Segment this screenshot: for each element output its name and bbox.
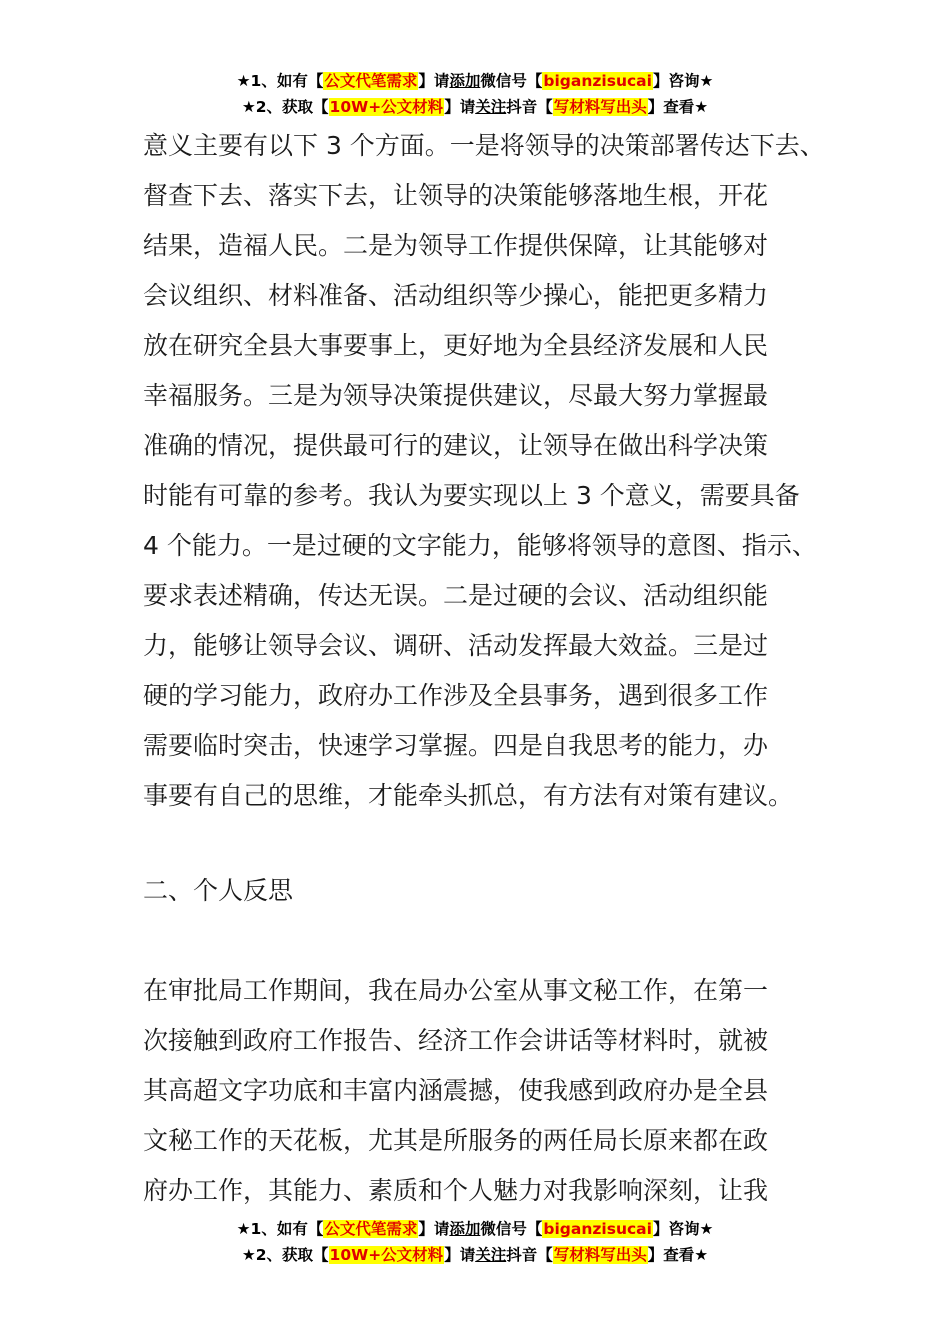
text-line: 要求表述精确，传达无误。二是过硬的会议、活动组织能 — [143, 581, 769, 610]
promo-banner-bottom — [0, 1216, 950, 1268]
promo-underlined: 添加 — [449, 72, 481, 90]
text-line: 准确的情况，提供最可行的建议，让领导在做出科学决策 — [143, 431, 769, 460]
promo-text: 】查看★ — [647, 98, 709, 116]
text-line: 4 个能力。一是过硬的文字能力，能够将领导的意图、指示、 — [143, 531, 817, 560]
text-line: 府办工作，其能力、素质和个人魅力对我影响深刻，让我 — [143, 1176, 769, 1205]
text-line: 时能有可靠的参考。我认为要实现以上 3 个意义，需要具备 — [143, 481, 800, 510]
promo-highlight: 写材料写出头 — [553, 98, 647, 116]
promo-underlined: 添加 — [449, 1220, 481, 1238]
promo-text: 抖音【 — [506, 1246, 553, 1264]
text-line: 放在研究全县大事要事上，更好地为全县经济发展和人民 — [143, 331, 769, 360]
promo-line-2 — [0, 94, 950, 120]
text-line: 硬的学习能力，政府办工作涉及全县事务，遇到很多工作 — [143, 681, 769, 710]
promo-text: 抖音【 — [506, 98, 553, 116]
promo-highlight: 10W+公文材料 — [329, 1246, 444, 1264]
promo-text: 微信号【 — [480, 1220, 543, 1238]
promo-highlight: 公文代笔需求 — [324, 1220, 418, 1238]
paragraph-1 — [143, 121, 823, 821]
text-line: 其高超文字功底和丰富内涵震撼，使我感到政府办是全县 — [143, 1076, 769, 1105]
promo-highlight: biganzisucai — [543, 1220, 652, 1238]
text-line: 幸福服务。三是为领导决策提供建议，尽最大努力掌握最 — [143, 381, 769, 410]
text-line: 事要有自己的思维，才能牵头抓总，有方法有对策有建议。 — [143, 781, 794, 810]
promo-underlined: 关注 — [475, 98, 507, 116]
promo-highlight: 公文代笔需求 — [324, 72, 418, 90]
promo-line-1 — [0, 1216, 950, 1242]
text-line: 次接触到政府工作报告、经济工作会讲话等材料时，就被 — [143, 1026, 769, 1055]
promo-text: 】请 — [418, 1220, 450, 1238]
text-line: 结果，造福人民。二是为领导工作提供保障，让其能够对 — [143, 231, 769, 260]
promo-text: ★1、如有【 — [236, 1220, 324, 1238]
promo-text: ★2、获取【 — [241, 98, 329, 116]
promo-text: 微信号【 — [480, 72, 543, 90]
text-line: 督查下去、落实下去，让领导的决策能够落地生根，开花 — [143, 181, 769, 210]
promo-line-2 — [0, 1242, 950, 1268]
section-heading — [143, 866, 823, 916]
promo-text: 】请 — [444, 98, 476, 116]
promo-line-1 — [0, 68, 950, 94]
promo-highlight: biganzisucai — [543, 72, 652, 90]
promo-text: 】咨询★ — [652, 72, 714, 90]
text-line: 会议组织、材料准备、活动组织等少操心，能把更多精力 — [143, 281, 769, 310]
text-line: 力，能够让领导会议、调研、活动发挥最大效益。三是过 — [143, 631, 769, 660]
promo-text: 】咨询★ — [652, 1220, 714, 1238]
text-line: 文秘工作的天花板，尤其是所服务的两任局长原来都在政 — [143, 1126, 769, 1155]
text-line: 需要临时突击，快速学习掌握。四是自我思考的能力，办 — [143, 731, 769, 760]
promo-text: 】请 — [418, 72, 450, 90]
section-heading-text: 二、个人反思 — [143, 876, 294, 905]
promo-highlight: 10W+公文材料 — [329, 98, 444, 116]
promo-underlined: 关注 — [475, 1246, 507, 1264]
promo-text: 】请 — [444, 1246, 476, 1264]
promo-text: ★2、获取【 — [241, 1246, 329, 1264]
promo-highlight: 写材料写出头 — [553, 1246, 647, 1264]
promo-banner-top — [0, 68, 950, 120]
text-line: 意义主要有以下 3 个方面。一是将领导的决策部署传达下去、 — [143, 131, 825, 160]
paragraph-2 — [143, 966, 823, 1216]
text-line: 在审批局工作期间，我在局办公室从事文秘工作，在第一 — [143, 976, 769, 1005]
promo-text: ★1、如有【 — [236, 72, 324, 90]
promo-text: 】查看★ — [647, 1246, 709, 1264]
